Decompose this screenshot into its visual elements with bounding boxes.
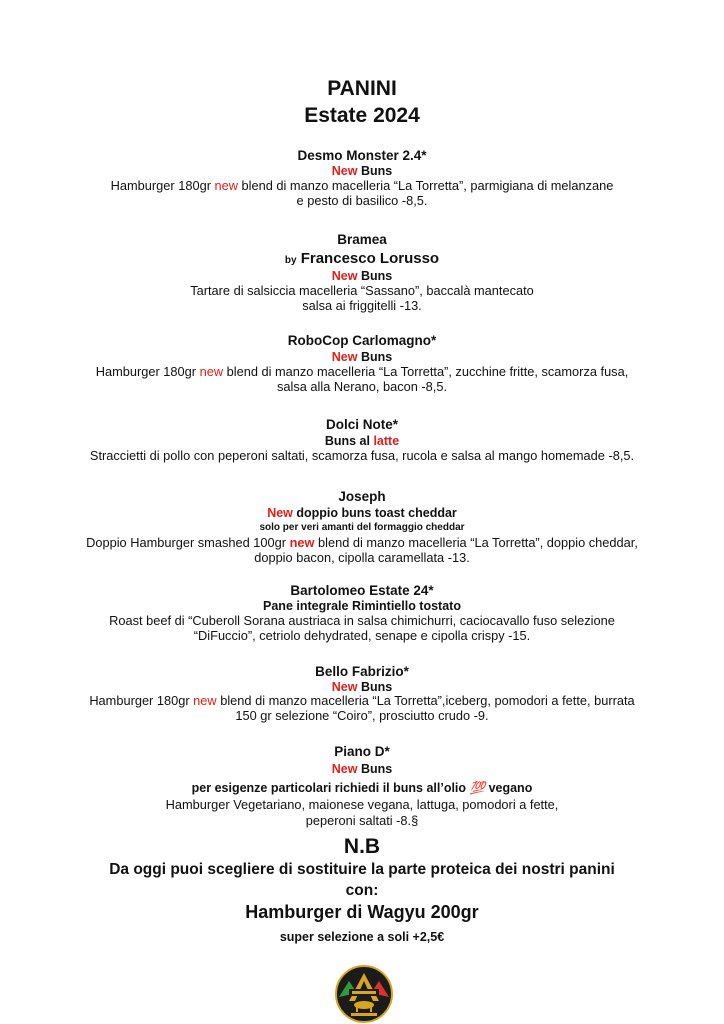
item-author: by Francesco Lorusso — [284, 250, 440, 267]
item-bun: New Buns — [331, 762, 393, 776]
nb-heading: N.B — [343, 835, 381, 858]
item-description-2: 150 gr selezione “Coiro”, prosciutto crudo -9. — [235, 708, 489, 723]
item-description-2: peperoni saltati -8.§ — [305, 813, 419, 828]
item-note: per esigenze particolari richiedi il buns all’olio 💯 vegano — [191, 781, 533, 795]
item-bun: Pane integrale Rimintiello tostato — [263, 599, 461, 613]
item-name: Piano D* — [334, 744, 390, 759]
nb-text: Da oggi puoi scegliere di sostituire la parte proteica dei nostri panini — [109, 861, 615, 878]
item-description-2: doppio bacon, cipolla caramellata -13. — [254, 550, 470, 565]
item-name: Bartolomeo Estate 24* — [290, 583, 434, 598]
item-description: Hamburger 180gr new blend di manzo macelleria “La Torretta”, zucchine fritte, scamorza fusa, — [95, 364, 629, 379]
item-description-2: e pesto di basilico -8,5. — [296, 193, 428, 208]
item-description-2: “DiFuccio”, cetriolo dehydrated, senape e cipolla crispy -15. — [193, 628, 531, 643]
item-bun: New Buns — [331, 350, 393, 364]
item-name: Bello Fabrizio* — [315, 664, 409, 679]
item-description: Doppio Hamburger smashed 100gr new blend di manzo macelleria “La Torretta”, doppio cheddar, — [86, 535, 638, 550]
nb-text-2: con: — [345, 882, 379, 899]
item-description-2: salsa alla Nerano, bacon -8,5. — [276, 379, 447, 394]
item-description: Hamburger Vegetariano, maionese vegana, lattuga, pomodori a fette, — [165, 797, 559, 812]
item-description: Hamburger 180gr new blend di manzo macelleria “La Torretta”, parmigiana di melanzane — [110, 178, 614, 193]
item-description: Roast beef di “Cuberoll Sorana austriaca in salsa chimichurri, caciocavallo fuso selezione — [109, 613, 615, 628]
item-description-2: salsa ai friggitelli -13. — [302, 298, 422, 313]
wagyu-price: super selezione a soli +2,5€ — [279, 930, 445, 944]
item-name: RoboCop Carlomagno* — [287, 333, 437, 348]
item-bun: New doppio buns toast cheddar — [267, 506, 457, 520]
item-bun: New Buns — [331, 680, 393, 694]
item-name: Desmo Monster 2.4* — [297, 148, 427, 163]
item-bun: New Buns — [331, 164, 393, 178]
page-title: PANINI — [327, 77, 397, 100]
item-bun: New Buns — [331, 269, 393, 283]
item-name: Joseph — [338, 489, 386, 504]
page-subtitle: Estate 2024 — [304, 104, 420, 127]
item-description: Tartare di salsiccia macelleria “Sassano”, baccalà mantecato — [190, 283, 534, 298]
wagyu-logo — [335, 965, 393, 1023]
wagyu-offer: Hamburger di Wagyu 200gr — [245, 902, 479, 922]
item-description: Straccietti di pollo con peperoni saltati, scamorza fusa, rucola e salsa al mango homemade -8,5. — [89, 448, 635, 463]
item-name: Dolci Note* — [325, 417, 398, 432]
item-description: Hamburger 180gr new blend di manzo macelleria “La Torretta”,iceberg, pomodori a fette, burrata — [89, 693, 635, 708]
hundred-points-icon: 💯 — [469, 781, 486, 795]
item-note: solo per veri amanti del formaggio cheddar — [259, 522, 465, 533]
item-bun: Buns al latte — [324, 434, 400, 448]
item-name: Bramea — [337, 232, 387, 247]
